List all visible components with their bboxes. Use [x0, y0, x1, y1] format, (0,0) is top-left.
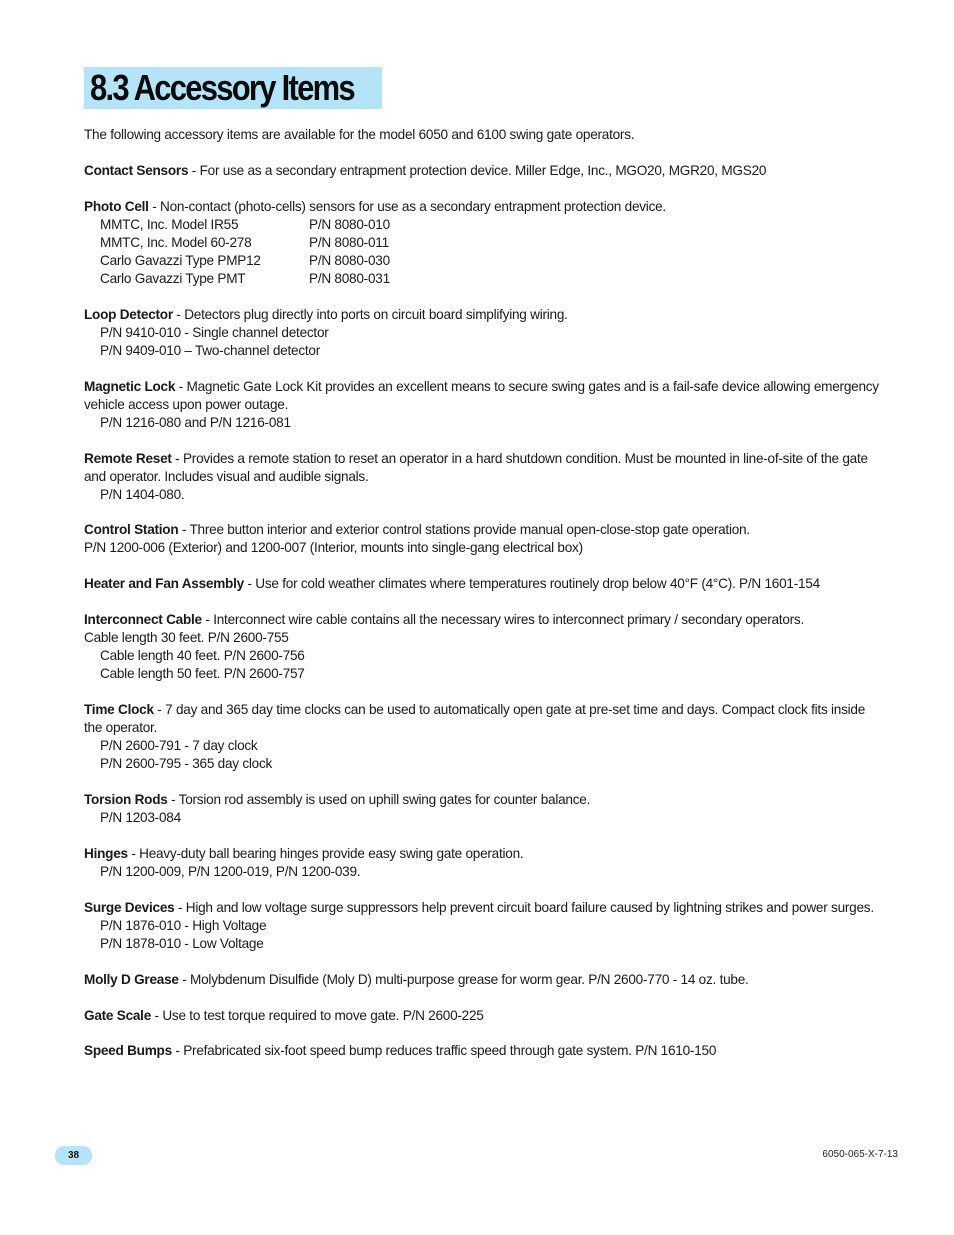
accessory-entry [84, 306, 884, 360]
part-number-line: P/N 1876-010 - High Voltage [100, 917, 267, 933]
accessory-title: Control Station [84, 522, 179, 538]
accessory-description [84, 971, 884, 989]
page-number-badge: 38 [55, 1146, 92, 1165]
part-number: P/N 8080-031 [309, 270, 390, 286]
accessory-description [84, 1007, 884, 1025]
accessory-title: Gate Scale [84, 1007, 152, 1023]
accessory-entry [84, 845, 884, 881]
photo-cell-table [84, 216, 884, 288]
accessory-entry [84, 899, 884, 953]
part-number-line: Cable length 50 feet. P/N 2600-757 [100, 666, 305, 682]
accessory-desc: - Interconnect wire cable contains all the necessary wires to interconnect primary / secondary operators. [201, 612, 804, 628]
model-name: Carlo Gavazzi Type PMP12 [100, 252, 261, 268]
part-number-line: Cable length 40 feet. P/N 2600-756 [100, 648, 305, 664]
accessory-entry [84, 198, 884, 288]
accessory-desc: - Molybdenum Disulfide (Moly D) multi-purpose grease for worm gear. P/N 2600-770 - 14 oz. tube. [178, 971, 749, 987]
accessory-entry [84, 1007, 884, 1025]
accessory-title: Speed Bumps [84, 1043, 172, 1059]
accessory-description [84, 899, 884, 917]
accessory-title: Molly D Grease [84, 971, 179, 987]
accessory-entry [84, 521, 884, 557]
accessory-entry [84, 575, 884, 593]
part-number-line: P/N 1216-080 and P/N 1216-081 [100, 414, 291, 430]
accessory-description [84, 701, 884, 737]
part-number-line: P/N 2600-791 - 7 day clock [100, 738, 258, 754]
accessory-entry [84, 1042, 884, 1060]
model-name: Carlo Gavazzi Type PMT [100, 270, 246, 286]
part-number: P/N 8080-030 [309, 252, 390, 268]
accessory-desc: - High and low voltage surge suppressors help prevent circuit board failure caused by lightning strikes and power surges. [174, 899, 874, 915]
part-number-line: P/N 9409-010 – Two-channel detector [100, 342, 320, 358]
accessory-list [84, 162, 884, 1060]
accessory-desc: - Three button interior and exterior control stations provide manual open-close-stop gate operation. [178, 522, 750, 538]
part-number-line: P/N 1203-084 [100, 810, 181, 826]
accessory-title: Surge Devices [84, 899, 175, 915]
table-row [100, 252, 884, 270]
accessory-title: Torsion Rods [84, 792, 168, 808]
accessory-entry [84, 791, 884, 827]
accessory-desc: - Use for cold weather climates where temperatures routinely drop below 40°F (4°C). P/N 1601-154 [243, 576, 820, 592]
accessory-title: Remote Reset [84, 450, 172, 466]
accessory-title: Loop Detector [84, 306, 173, 322]
accessory-entry [84, 611, 884, 683]
accessory-desc: - For use as a secondary entrapment protection device. Miller Edge, Inc., MGO20, MGR20, MGS20 [188, 163, 767, 178]
accessory-desc: - Provides a remote station to reset an operator in a hard shutdown condition. Must be mounted in line-of-site of the gate and operator. Includes visual and audible signals. [84, 450, 868, 484]
part-number-line: P/N 1200-009, P/N 1200-019, P/N 1200-039. [100, 863, 361, 879]
part-number-line: P/N 2600-795 - 365 day clock [100, 756, 273, 772]
accessory-description [84, 791, 884, 809]
main-content [84, 126, 884, 1078]
accessory-title: Hinges [84, 845, 128, 861]
accessory-description [84, 306, 884, 324]
accessory-desc: - 7 day and 365 day time clocks can be used to automatically open gate at pre-set time and days. Compact clock fits inside the operator. [84, 702, 866, 736]
accessory-desc: - Magnetic Gate Lock Kit provides an excellent means to secure swing gates and is a fail-safe device allowing emergency vehicle access upon power outage. [84, 378, 879, 412]
model-name: MMTC, Inc. Model 60-278 [100, 234, 252, 250]
accessory-description [84, 611, 884, 629]
accessory-title: Interconnect Cable [84, 612, 202, 628]
accessory-description [84, 450, 884, 486]
accessory-desc: - Detectors plug directly into ports on circuit board simplifying wiring. [172, 306, 568, 322]
accessory-description [84, 521, 884, 539]
table-row [100, 234, 884, 252]
part-number: P/N 8080-010 [309, 216, 390, 232]
accessory-title: Heater and Fan Assembly [84, 576, 244, 592]
accessory-description [84, 198, 884, 216]
accessory-entry [84, 701, 884, 773]
accessory-description [84, 845, 884, 863]
part-number-line: P/N 1404-080. [100, 486, 185, 502]
model-name: MMTC, Inc. Model IR55 [100, 216, 239, 232]
accessory-extra-line: P/N 1200-006 (Exterior) and 1200-007 (Interior, mounts into single-gang electrical box) [84, 540, 583, 556]
section-heading-box [84, 67, 382, 109]
section-heading: 8.3 Accessory Items [90, 67, 354, 108]
accessory-entry [84, 450, 884, 504]
accessory-title: Magnetic Lock [84, 378, 176, 394]
accessory-desc: - Torsion rod assembly is used on uphill swing gates for counter balance. [167, 792, 591, 808]
accessory-description [84, 162, 884, 180]
intro-paragraph: The following accessory items are available for the model 6050 and 6100 swing gate operators. [84, 127, 635, 142]
accessory-description [84, 1042, 884, 1060]
accessory-desc: - Heavy-duty ball bearing hinges provide easy swing gate operation. [127, 845, 524, 861]
part-number-line: P/N 1878-010 - Low Voltage [100, 935, 264, 951]
accessory-description [84, 575, 884, 593]
accessory-desc: - Use to test torque required to move gate. P/N 2600-225 [151, 1007, 484, 1023]
accessory-desc: - Non-contact (photo-cells) sensors for use as a secondary entrapment protection device. [148, 198, 666, 214]
accessory-desc: - Prefabricated six-foot speed bump reduces traffic speed through gate system. P/N 1610-150 [171, 1043, 717, 1059]
document-code: 6050-065-X-7-13 [822, 1149, 898, 1160]
accessory-title: Contact Sensors [84, 163, 189, 178]
accessory-extra-line: Cable length 30 feet. P/N 2600-755 [84, 630, 289, 646]
accessory-description [84, 378, 884, 414]
part-number: P/N 8080-011 [309, 234, 389, 250]
accessory-entry [84, 162, 884, 180]
table-row [100, 270, 884, 288]
accessory-title: Time Clock [84, 702, 154, 718]
accessory-entry [84, 971, 884, 989]
accessory-entry [84, 378, 884, 432]
accessory-title: Photo Cell [84, 198, 149, 214]
part-number-line: P/N 9410-010 - Single channel detector [100, 324, 329, 340]
table-row [100, 216, 884, 234]
